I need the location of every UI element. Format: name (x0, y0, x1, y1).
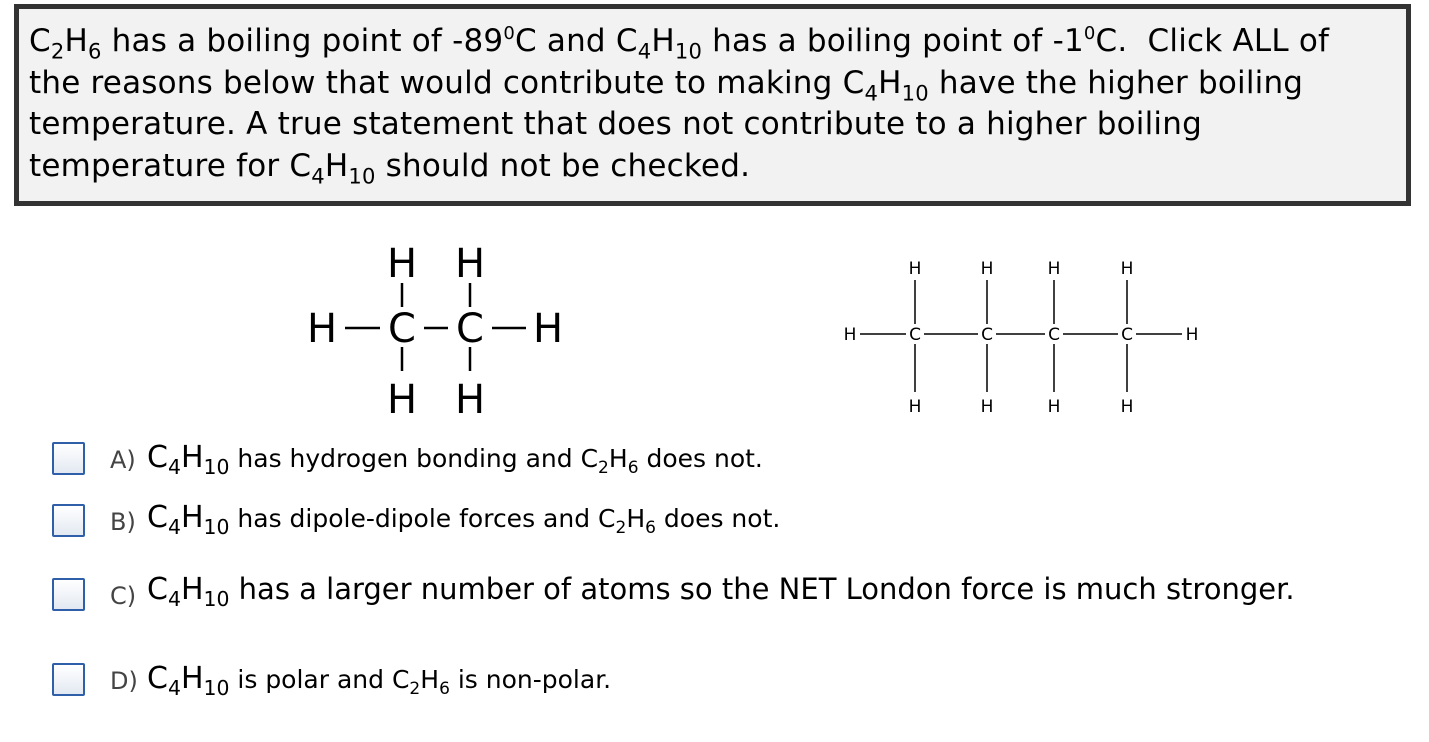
question-fragment: has a boiling point of -89 (101, 23, 504, 59)
choice-fragment: has hydrogen bonding and (229, 444, 581, 473)
formula-element: H (180, 661, 204, 696)
formula-element: C (289, 147, 312, 184)
formula-element: H (651, 23, 675, 59)
formula-element: C (147, 500, 168, 535)
choice-letter: C) (110, 582, 137, 610)
atom-h: H (306, 306, 338, 352)
choice-letter: A) (110, 446, 136, 474)
choice-fragment: does not. (655, 504, 781, 533)
choice-fragment: is non-polar. (449, 665, 612, 694)
atom-h: H (1047, 259, 1061, 279)
question-line-1 (29, 21, 1404, 63)
atom-c: C (388, 306, 416, 352)
formula-element: C (615, 23, 638, 59)
degree-mark: 0 (1083, 23, 1096, 44)
question-fragment: the reasons below that would contribute to making (29, 64, 843, 101)
formula-element: C (147, 572, 168, 607)
question-text (29, 21, 1404, 187)
atom-h: H (454, 241, 486, 287)
butane-structure (830, 250, 1220, 425)
choice-fragment: has a larger number of atoms so the NET London force is much stronger. (229, 572, 1295, 606)
choice-text (147, 440, 763, 480)
question-fragment: temperature for (29, 147, 290, 184)
choice-text (147, 572, 1295, 612)
choice-letter: B) (110, 508, 136, 536)
question-fragment: has a boiling point of -1 (702, 23, 1084, 59)
formula-element: H (180, 572, 204, 607)
formula-element: H (180, 440, 204, 475)
formula-subscript: 4 (167, 455, 181, 480)
choice-text (147, 661, 612, 701)
formula-subscript: 10 (901, 79, 929, 105)
formula-element: H (420, 665, 440, 694)
atom-c: C (1048, 325, 1060, 345)
question-line-2 (29, 63, 1404, 105)
choice-fragment: has dipole-dipole forces and (229, 504, 599, 533)
formula-element: C (147, 440, 168, 475)
formula-subscript: 4 (167, 676, 181, 701)
question-fragment: C and (514, 23, 616, 59)
atom-h: H (980, 259, 994, 279)
formula-element: C (842, 64, 865, 101)
formula-element: C (391, 665, 410, 694)
choice-letter: D) (110, 667, 138, 695)
formula-element: H (64, 23, 88, 59)
formula-subscript: 6 (627, 457, 639, 478)
atom-c: C (981, 325, 993, 345)
formula-element: C (147, 661, 168, 696)
formula-subscript: 2 (598, 457, 609, 478)
formula-element: C (580, 444, 599, 473)
formula-subscript: 10 (348, 162, 376, 188)
atom-h: H (532, 306, 564, 352)
atom-c: C (909, 325, 921, 345)
atom-h: H (1047, 397, 1061, 417)
formula-subscript: 4 (167, 587, 181, 612)
formula-subscript: 2 (50, 38, 65, 64)
formula-element: H (324, 147, 349, 184)
question-fragment: C. Click ALL of (1095, 23, 1330, 59)
ethane-bonds (345, 283, 526, 371)
atom-h: H (1185, 325, 1199, 345)
formula-subscript: 4 (864, 79, 879, 105)
formula-element: H (180, 500, 204, 535)
formula-subscript: 6 (439, 678, 450, 699)
question-box (14, 4, 1411, 206)
atom-h: H (1120, 259, 1134, 279)
formula-subscript: 4 (311, 162, 325, 188)
checkbox-c[interactable] (52, 578, 85, 611)
formula-subscript: 10 (203, 455, 230, 480)
atom-c: C (456, 306, 484, 352)
formula-element: C (29, 23, 51, 59)
formula-subscript: 10 (674, 38, 703, 64)
formula-subscript: 4 (167, 515, 181, 540)
atom-h: H (1120, 397, 1134, 417)
checkbox-b[interactable] (52, 504, 85, 537)
formula-element: H (626, 504, 646, 533)
degree-mark: 0 (503, 23, 515, 44)
choice-text (147, 500, 781, 540)
atom-h: H (908, 397, 922, 417)
choice-fragment: does not. (638, 444, 763, 473)
checkbox-a[interactable] (52, 442, 85, 475)
atom-c: C (1121, 325, 1133, 345)
atom-h: H (454, 377, 486, 423)
atom-h: H (908, 259, 922, 279)
atom-h: H (980, 397, 994, 417)
formula-subscript: 4 (637, 38, 652, 64)
atom-h: H (386, 241, 418, 287)
atom-h: H (843, 325, 857, 345)
ethane-structure (300, 235, 580, 425)
formula-subscript: 2 (409, 678, 421, 699)
formula-subscript: 10 (203, 676, 230, 701)
question-fragment: should not be checked. (375, 147, 751, 184)
checkbox-d[interactable] (52, 663, 85, 696)
formula-element: H (608, 444, 628, 473)
formula-element: H (878, 64, 902, 101)
choice-fragment: is polar and (229, 665, 392, 694)
question-fragment: have the higher boiling (928, 64, 1304, 101)
formula-subscript: 6 (645, 517, 656, 538)
atom-h: H (386, 377, 418, 423)
formula-subscript: 10 (203, 515, 230, 540)
formula-subscript: 6 (88, 38, 102, 64)
question-line-4 (29, 146, 1404, 188)
question-line-3: temperature. A true statement that does not contribute to a higher boiling (29, 106, 1202, 142)
formula-subscript: 10 (203, 587, 230, 612)
formula-element: C (598, 504, 616, 533)
formula-subscript: 2 (615, 517, 627, 538)
